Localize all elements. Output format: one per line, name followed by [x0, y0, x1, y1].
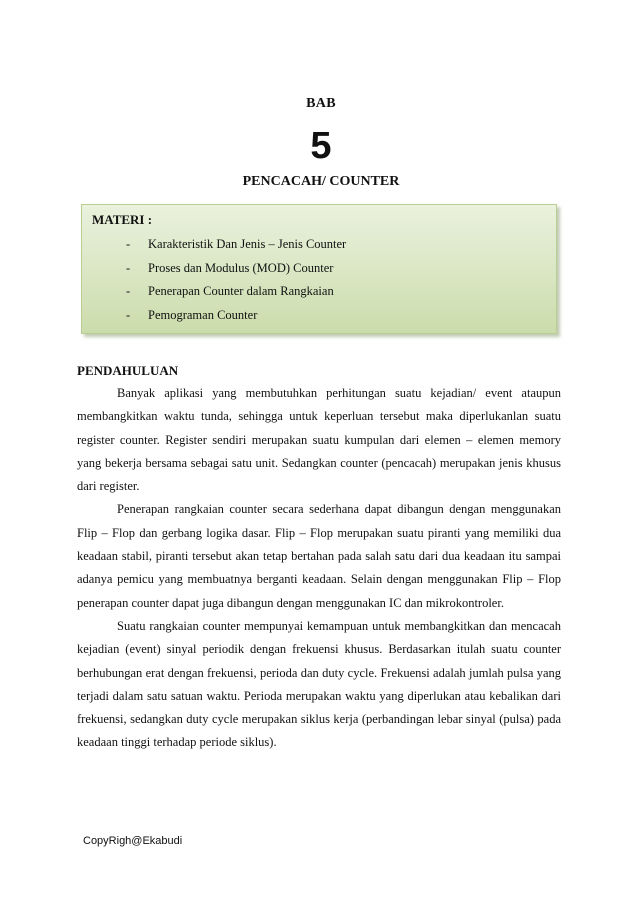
- materi-item-text: Proses dan Modulus (MOD) Counter: [148, 260, 334, 275]
- list-dash: -: [126, 237, 131, 251]
- materi-list: [126, 235, 346, 329]
- paragraph: Suatu rangkaian counter mempunyai kemampuan untuk membangkitkan dan mencacah kejadian (event) sinyal periodik dengan frekuensi khusus. Berdasarkan itulah suatu counter berhubungan erat dengan frekuensi, perioda dan duty cycle. Frekuensi adalah jumlah pulsa yang terjadi dalam satu satuan waktu. Perioda merupakan waktu yang diperlukan atau kebalikan dari frekuensi, sedangkan duty cycle merupakan siklus kerja (perbandingan lebar sinyal (pulsa) pada keadaan tinggi terhadap periode siklus).: [77, 618, 561, 750]
- chapter-number: 5: [310, 125, 332, 167]
- materi-item: [126, 306, 346, 330]
- materi-item-text: Pemograman Counter: [148, 307, 258, 322]
- materi-item-text: Karakteristik Dan Jenis – Jenis Counter: [148, 237, 347, 251]
- materi-item: [126, 259, 346, 283]
- materi-item: [126, 282, 346, 306]
- body-text: [77, 382, 561, 755]
- paragraph: Banyak aplikasi yang membutuhkan perhitungan suatu kejadian/ event ataupun membangkitkan waktu tunda, sehingga untuk keperluan tersebut maka diperlukanlan suatu register counter. Register sendiri merupakan suatu kumpulan dari elemen – elemen memory yang bekerja bersama sebagai satu unit. Sedangkan counter (pencacah) merupakan jenis khusus dari register.: [77, 386, 561, 494]
- footer-copyright: CopyRigh@Ekabudi: [83, 835, 183, 847]
- materi-heading: MATERI :: [92, 212, 153, 227]
- paragraph: Penerapan rangkaian counter secara sederhana dapat dibangun dengan menggunakan Flip – Flop dan gerbang logika dasar. Flip – Flop merupakan suatu piranti yang memiliki dua keadaan stabil, piranti tersebut akan tetap bertahan pada salah satu dari dua keadaan itu sampai adanya pemicu yang membuatnya berganti keadaan. Selain dengan menggunakan Flip – Flop penerapan counter dapat juga dibangun dengan menggunakan IC dan mikrokontroler.: [77, 502, 561, 610]
- materi-box: [81, 204, 557, 334]
- materi-item-text: Penerapan Counter dalam Rangkaian: [148, 284, 334, 298]
- chapter-label: BAB: [306, 96, 336, 111]
- materi-item: [126, 235, 346, 259]
- section-heading: PENDAHULUAN: [77, 363, 179, 378]
- list-dash: -: [126, 307, 131, 322]
- list-dash: -: [126, 260, 131, 275]
- list-dash: -: [126, 284, 131, 298]
- chapter-title: PENCACAH/ COUNTER: [242, 174, 400, 189]
